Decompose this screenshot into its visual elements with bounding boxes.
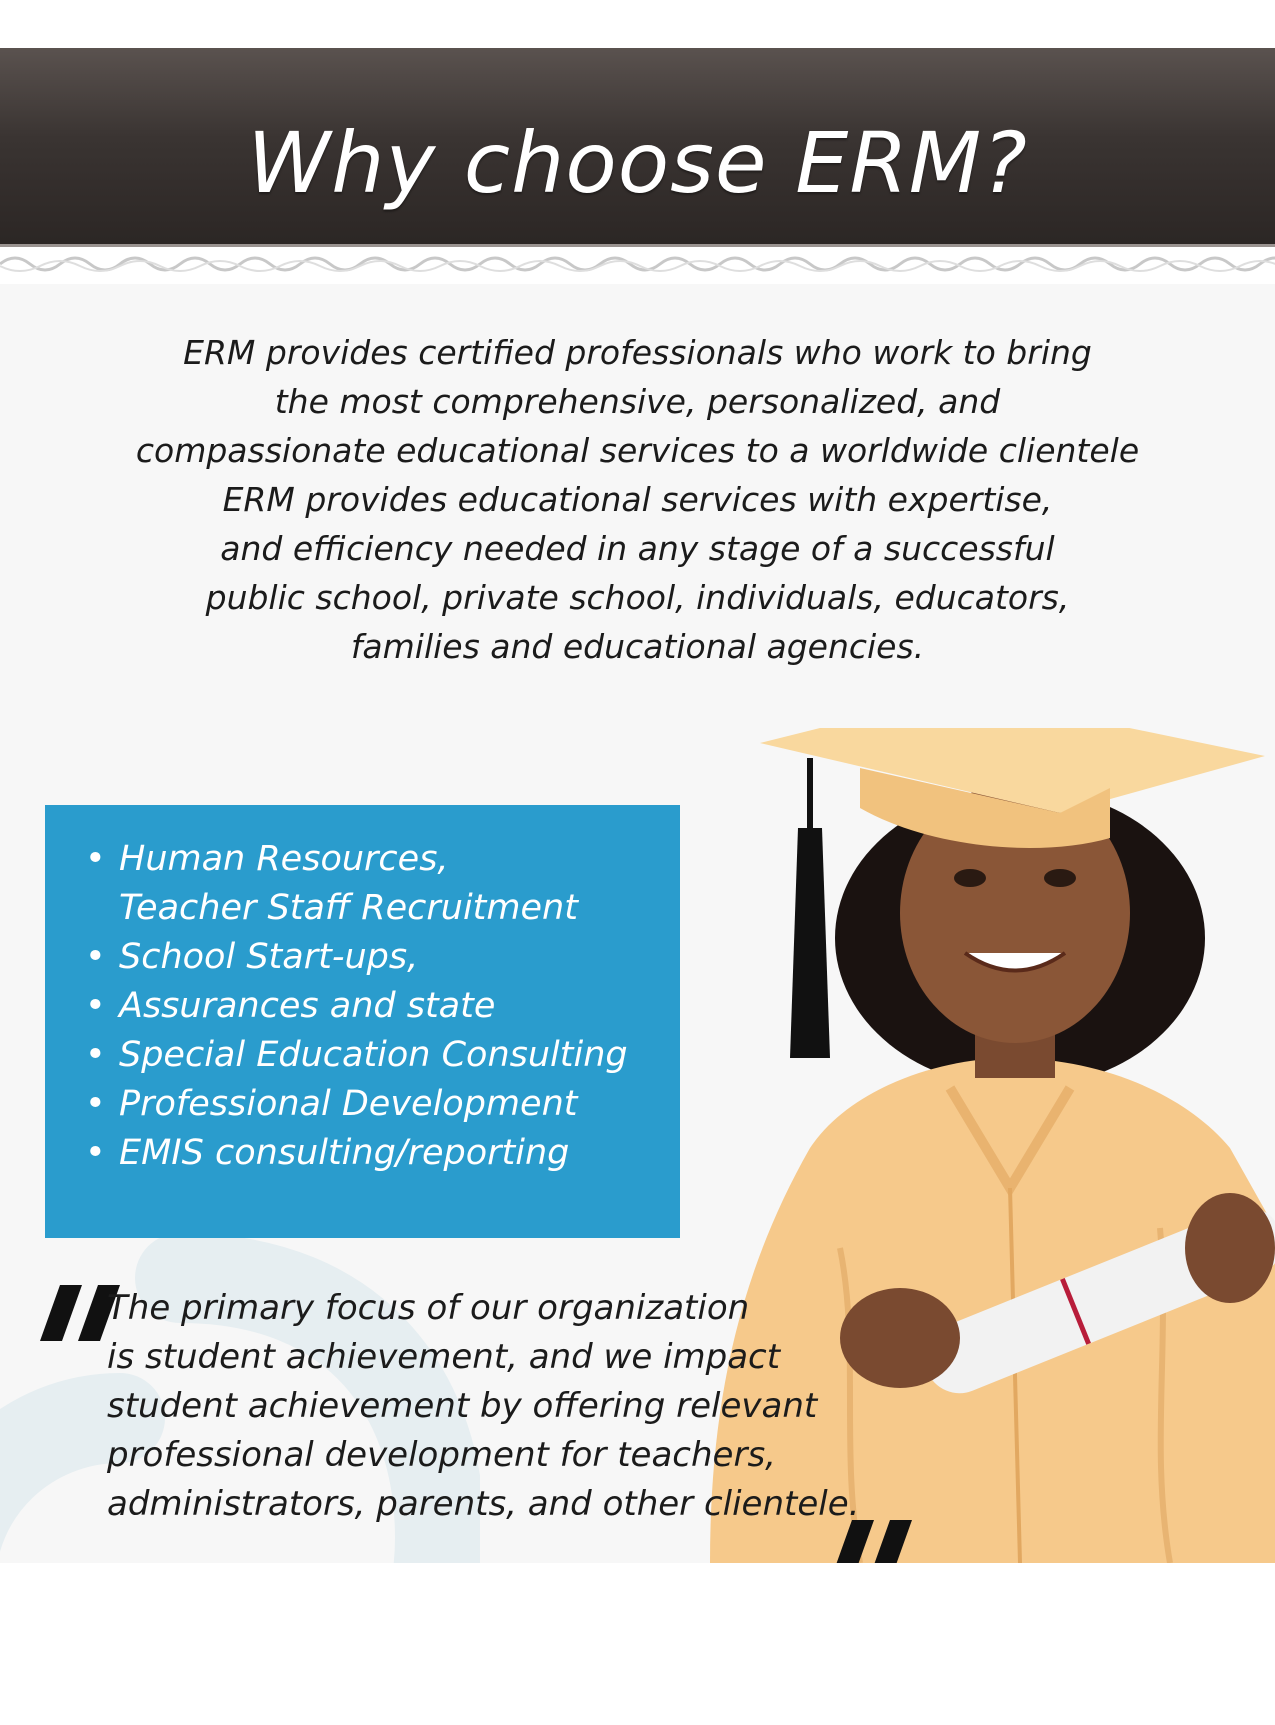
intro-line: families and educational agencies. [350, 627, 925, 666]
list-item [45, 1129, 665, 1178]
intro-line: ERM provides certified professionals who work to bring [183, 333, 1092, 372]
list-item [45, 1080, 665, 1129]
intro-line: the most comprehensive, personalized, and [274, 382, 1001, 421]
list-item [45, 1031, 665, 1080]
services-list [45, 835, 665, 1178]
list-item-text: Human Resources, [119, 839, 449, 879]
intro-line: ERM provides educational services with expertise, [222, 480, 1053, 519]
quote-close-icon [830, 1518, 920, 1563]
quote-line: professional development for teachers, [107, 1435, 776, 1475]
page-title: Why choose ERM? [247, 114, 1028, 212]
quote-line: student achievement by offering relevant [107, 1386, 818, 1426]
intro-line: compassionate educational services to a worldwide clientele [135, 431, 1140, 470]
list-item-text: Teacher Staff Recruitment [119, 888, 578, 928]
list-item-text: EMIS consulting/reporting [119, 1133, 570, 1173]
quote-line: is student achievement, and we impact [107, 1337, 781, 1377]
list-item-text: Professional Development [119, 1084, 578, 1124]
quote-text [107, 1284, 859, 1529]
list-item-text: School Start-ups, [119, 937, 419, 977]
intro-paragraph [90, 328, 1185, 671]
list-item [45, 982, 665, 1031]
services-box [45, 805, 680, 1238]
intro-line: and efficiency needed in any stage of a successful [220, 529, 1055, 568]
bullet-icon: • [85, 1133, 106, 1173]
list-item-text: Special Education Consulting [119, 1035, 628, 1075]
quote-line: The primary focus of our organization [107, 1288, 750, 1328]
quote-line: administrators, parents, and other clientele. [107, 1484, 860, 1524]
bullet-icon: • [85, 839, 106, 879]
list-item [45, 933, 665, 982]
bullet-icon: • [85, 937, 106, 977]
bullet-icon: • [85, 986, 106, 1026]
header-banner [0, 48, 1275, 248]
flyer-page [0, 48, 1275, 1563]
list-item [45, 835, 665, 933]
intro-line: public school, private school, individuals, educators, [205, 578, 1070, 617]
bullet-icon: • [85, 1084, 106, 1124]
bullet-icon: • [85, 1035, 106, 1075]
lace-border [0, 244, 1275, 284]
list-item-text: Assurances and state [119, 986, 496, 1026]
